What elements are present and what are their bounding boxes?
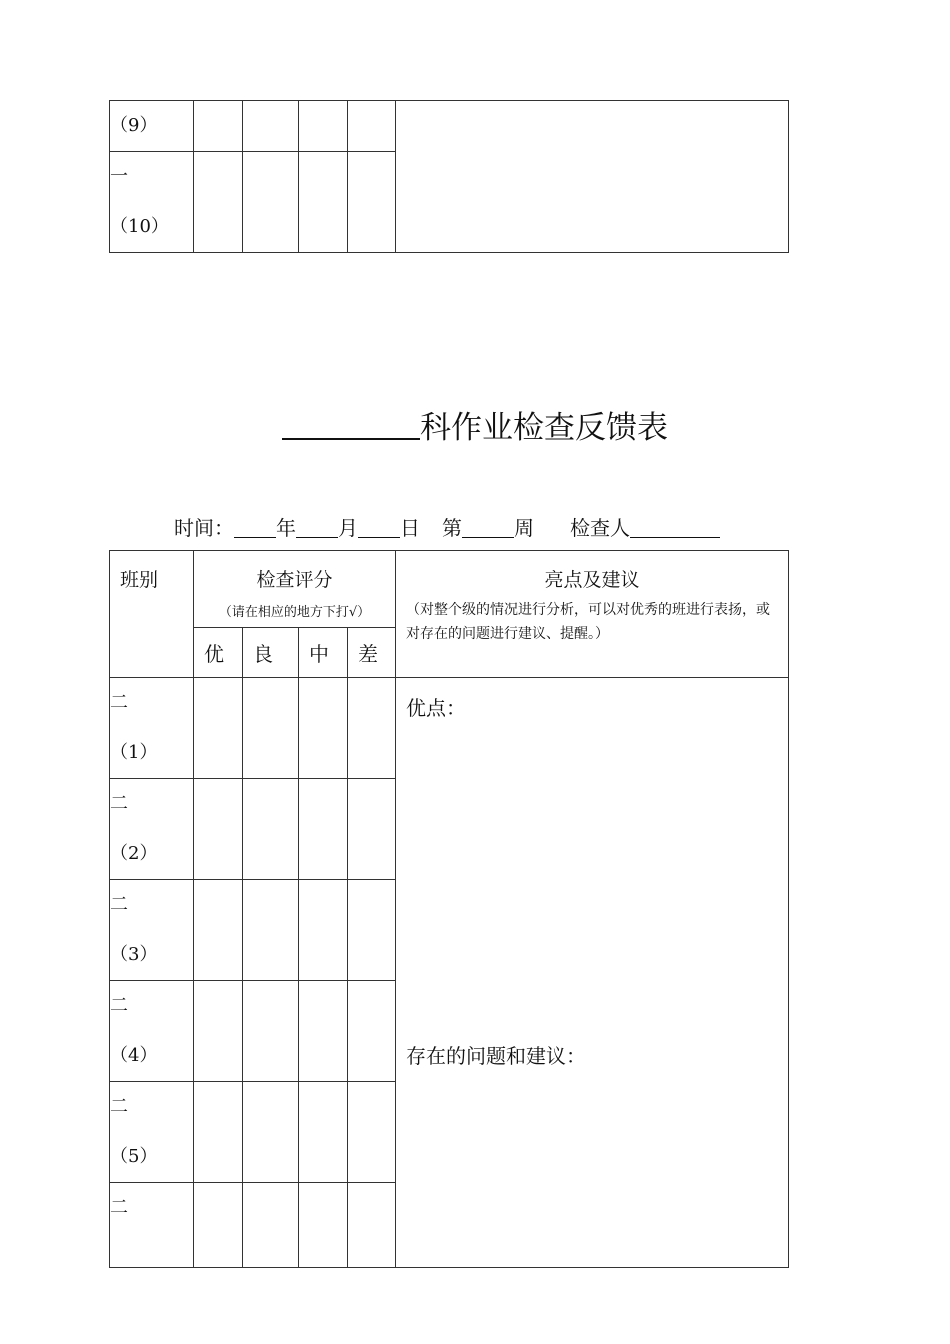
class-grade: 二 [110, 1197, 128, 1218]
rating-cell[interactable] [243, 1082, 299, 1183]
class-number: （5） [110, 1146, 158, 1167]
rating-cell[interactable] [243, 152, 299, 253]
day-label: 日 [400, 516, 420, 540]
rating-cell[interactable] [194, 1183, 243, 1268]
rating-average: 中 [299, 628, 348, 678]
meta-line [174, 512, 720, 541]
feedback-table [109, 550, 789, 1268]
class-grade: 一 [110, 166, 128, 187]
inspector-blank[interactable] [630, 519, 720, 538]
rating-cell[interactable] [299, 1082, 348, 1183]
week-prefix: 第 [442, 516, 462, 540]
rating-cell[interactable] [348, 981, 396, 1082]
rating-cell[interactable] [243, 101, 299, 152]
class-number: （2） [110, 843, 158, 864]
rating-cell[interactable] [299, 981, 348, 1082]
class-cell [110, 1183, 194, 1268]
class-cell [110, 779, 194, 880]
class-cell [110, 152, 194, 253]
class-grade: 二 [110, 793, 128, 814]
rating-cell[interactable] [243, 1183, 299, 1268]
class-cell [110, 678, 194, 779]
form-title [0, 402, 950, 447]
rating-cell[interactable] [194, 678, 243, 779]
rating-cell[interactable] [194, 880, 243, 981]
class-number: （1） [110, 742, 158, 763]
class-cell [110, 981, 194, 1082]
rating-good: 良 [243, 628, 299, 678]
rating-cell[interactable] [348, 678, 396, 779]
strengths-label: 优点： [406, 696, 466, 720]
rating-cell[interactable] [299, 880, 348, 981]
rating-cell[interactable] [348, 880, 396, 981]
week-suffix: 周 [514, 516, 534, 540]
rating-cell[interactable] [194, 981, 243, 1082]
class-label: （9） [110, 115, 158, 136]
rating-cell[interactable] [194, 101, 243, 152]
rating-cell[interactable] [299, 1183, 348, 1268]
issues-label: 存在的问题和建议： [406, 1044, 586, 1068]
inspector-label: 检查人 [570, 516, 630, 540]
class-header: 班别 [110, 551, 194, 678]
rating-cell[interactable] [299, 779, 348, 880]
rating-cell[interactable] [348, 779, 396, 880]
class-number: （4） [110, 1045, 158, 1066]
score-label: 检查评分 [256, 569, 333, 591]
comments-cell[interactable] [396, 678, 789, 1268]
class-cell [110, 880, 194, 981]
class-grade: 二 [110, 894, 128, 915]
class-grade: 二 [110, 1096, 128, 1117]
rating-cell[interactable] [348, 1183, 396, 1268]
week-blank[interactable] [462, 519, 514, 538]
year-label: 年 [276, 516, 296, 540]
score-hint: （请在相应的地方下打√） [218, 605, 371, 620]
class-grade: 二 [110, 995, 128, 1016]
score-header [194, 551, 396, 628]
year-blank[interactable] [234, 519, 276, 538]
rating-cell[interactable] [194, 1082, 243, 1183]
rating-cell[interactable] [299, 678, 348, 779]
month-label: 月 [338, 516, 358, 540]
rating-cell[interactable] [194, 779, 243, 880]
rating-cell[interactable] [243, 779, 299, 880]
previous-page-table [109, 100, 789, 253]
rating-cell[interactable] [299, 101, 348, 152]
rating-cell[interactable] [243, 678, 299, 779]
rating-poor: 差 [348, 628, 396, 678]
comment-cell[interactable] [396, 101, 789, 253]
subject-blank[interactable] [282, 408, 420, 440]
rating-excellent: 优 [194, 628, 243, 678]
rating-cell[interactable] [348, 101, 396, 152]
rating-cell[interactable] [348, 1082, 396, 1183]
rating-cell[interactable] [348, 152, 396, 253]
highlights-header [396, 551, 789, 678]
month-blank[interactable] [296, 519, 338, 538]
class-grade: 二 [110, 692, 128, 713]
class-cell [110, 1082, 194, 1183]
day-blank[interactable] [358, 519, 400, 538]
highlights-label: 亮点及建议 [544, 569, 640, 591]
class-number: （10） [110, 216, 169, 237]
time-label: 时间： [174, 516, 234, 540]
rating-cell[interactable] [194, 152, 243, 253]
rating-cell[interactable] [243, 981, 299, 1082]
title-text: 科作业检查反馈表 [420, 410, 668, 446]
highlights-hint: （对整个级的情况进行分析，可以对优秀的班进行表扬，或对存在的问题进行建议、提醒。） [406, 602, 770, 642]
class-number: （3） [110, 944, 158, 965]
rating-cell[interactable] [299, 152, 348, 253]
rating-cell[interactable] [243, 880, 299, 981]
class-cell [110, 101, 194, 152]
